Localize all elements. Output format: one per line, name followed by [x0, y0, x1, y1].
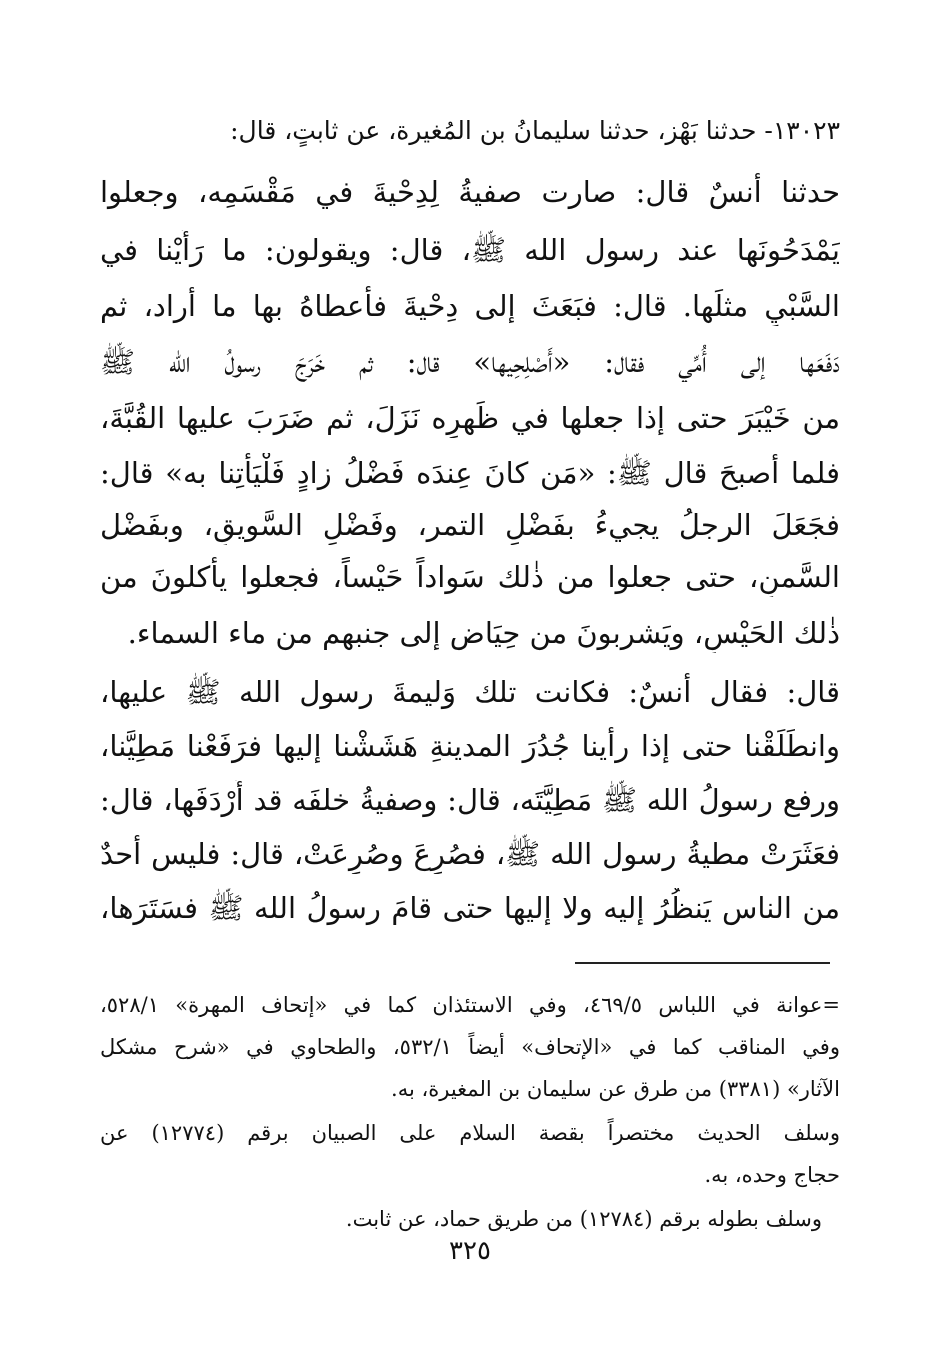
footnote-line: وسلف بطوله برقم (١٢٧٨٤) من طريق حماد، عن ثابت.: [345, 1207, 822, 1231]
footnote-separator: [575, 962, 830, 964]
footnote-line: وفي المناقب كما في «الإتحاف» أيضاً ٥٣٢/١، والطحاوي في «شرح مشكل: [100, 1035, 840, 1059]
footnote-line: =عوانة في اللباس ٤٦٩/٥، وفي الاستئذان كما في «إتحاف المهرة» ٥٢٨/١،: [100, 993, 840, 1017]
text-line: قال: فقال أنسٌ: فكانت تلك وَليمةَ رسول الله ﷺ عليها،: [100, 675, 840, 709]
page-number: ٣٢٥: [449, 1236, 491, 1266]
text-line: وانطَلَقْنا حتى إذا رأينا جُدُرَ المدينةِ هَشَشْنا إليها فرَفَعْنا مَطِيَّنا،: [100, 729, 840, 763]
text-line: يَمْدَحُونَها عند رسول الله ﷺ، قال: ويقولون: ما رَأَيْنا في: [100, 233, 840, 267]
hadith-header: ١٣٠٢٣- حدثنا بَهْز، حدثنا سليمانُ بن المُغيرة، عن ثابتٍ، قال:: [230, 116, 840, 145]
footnote-line: حجاج وحده، به.: [704, 1163, 840, 1187]
text-line: دَفَعَها إلى أُمِّي فقال: «أَصْلِحِيها» قال: ثم خَرَجَ رسولُ الله ﷺ: [100, 345, 840, 379]
text-line: فجَعَلَ الرجلُ يجيءُ بفَضْلِ التمر، وفَضْلِ السَّويقِ، وبفَضْل: [100, 508, 840, 542]
footnote-line: وسلف الحديث مختصراً بقصة السلام على الصبيان برقم (١٢٧٧٤) عن: [100, 1121, 840, 1145]
text-line: فلما أصبحَ قال ﷺ: «مَن كانَ عِندَه فَضْلُ زادٍ فَلْيَأْتِنا به» قال:: [100, 456, 840, 490]
text-line: حدثنا أنسٌ قال: صارت صفيةُ لِدِحْيةَ في مَقْسَمِه، وجعلوا: [100, 175, 840, 209]
text-line: من الناس يَنظُرُ إليه ولا إليها حتى قامَ رسولُ الله ﷺ فسَتَرَها،: [100, 891, 840, 925]
text-line: ورفع رسولُ الله ﷺ مَطِيَّتَه، قال: وصفيةُ خلفَه قد أَرْدَفَها، قال:: [100, 783, 840, 817]
text-line: السَّمنِ، حتى جعلوا من ذٰلك سَواداً حَيْساً، فجعلوا يأكلونَ من: [100, 560, 840, 594]
text-line: فعَثَرَتْ مطيةُ رسول الله ﷺ، فصُرِعَ وصُرِعَتْ، قال: فليس أحدٌ: [100, 837, 840, 871]
text-line: من خَيْبَرَ حتى إذا جعلها في ظَهرِه نَزَلَ، ثم ضَرَبَ عليها القُبَّةَ،: [100, 401, 840, 435]
footnote-line: الآثار» (٣٣٨١) من طرق عن سليمان بن المغيرة، به.: [391, 1077, 840, 1101]
text-line-paragraph-end: ذٰلك الحَيْسِ، ويَشربونَ من حِيَاضٍ إلى جنبهم من ماء السماء.: [127, 616, 840, 650]
text-line: السَّبْيِ مثلَها. قال: فبَعَثَ إلى دِحْيةَ فأعطاهُ بها ما أراد، ثم: [100, 289, 840, 323]
